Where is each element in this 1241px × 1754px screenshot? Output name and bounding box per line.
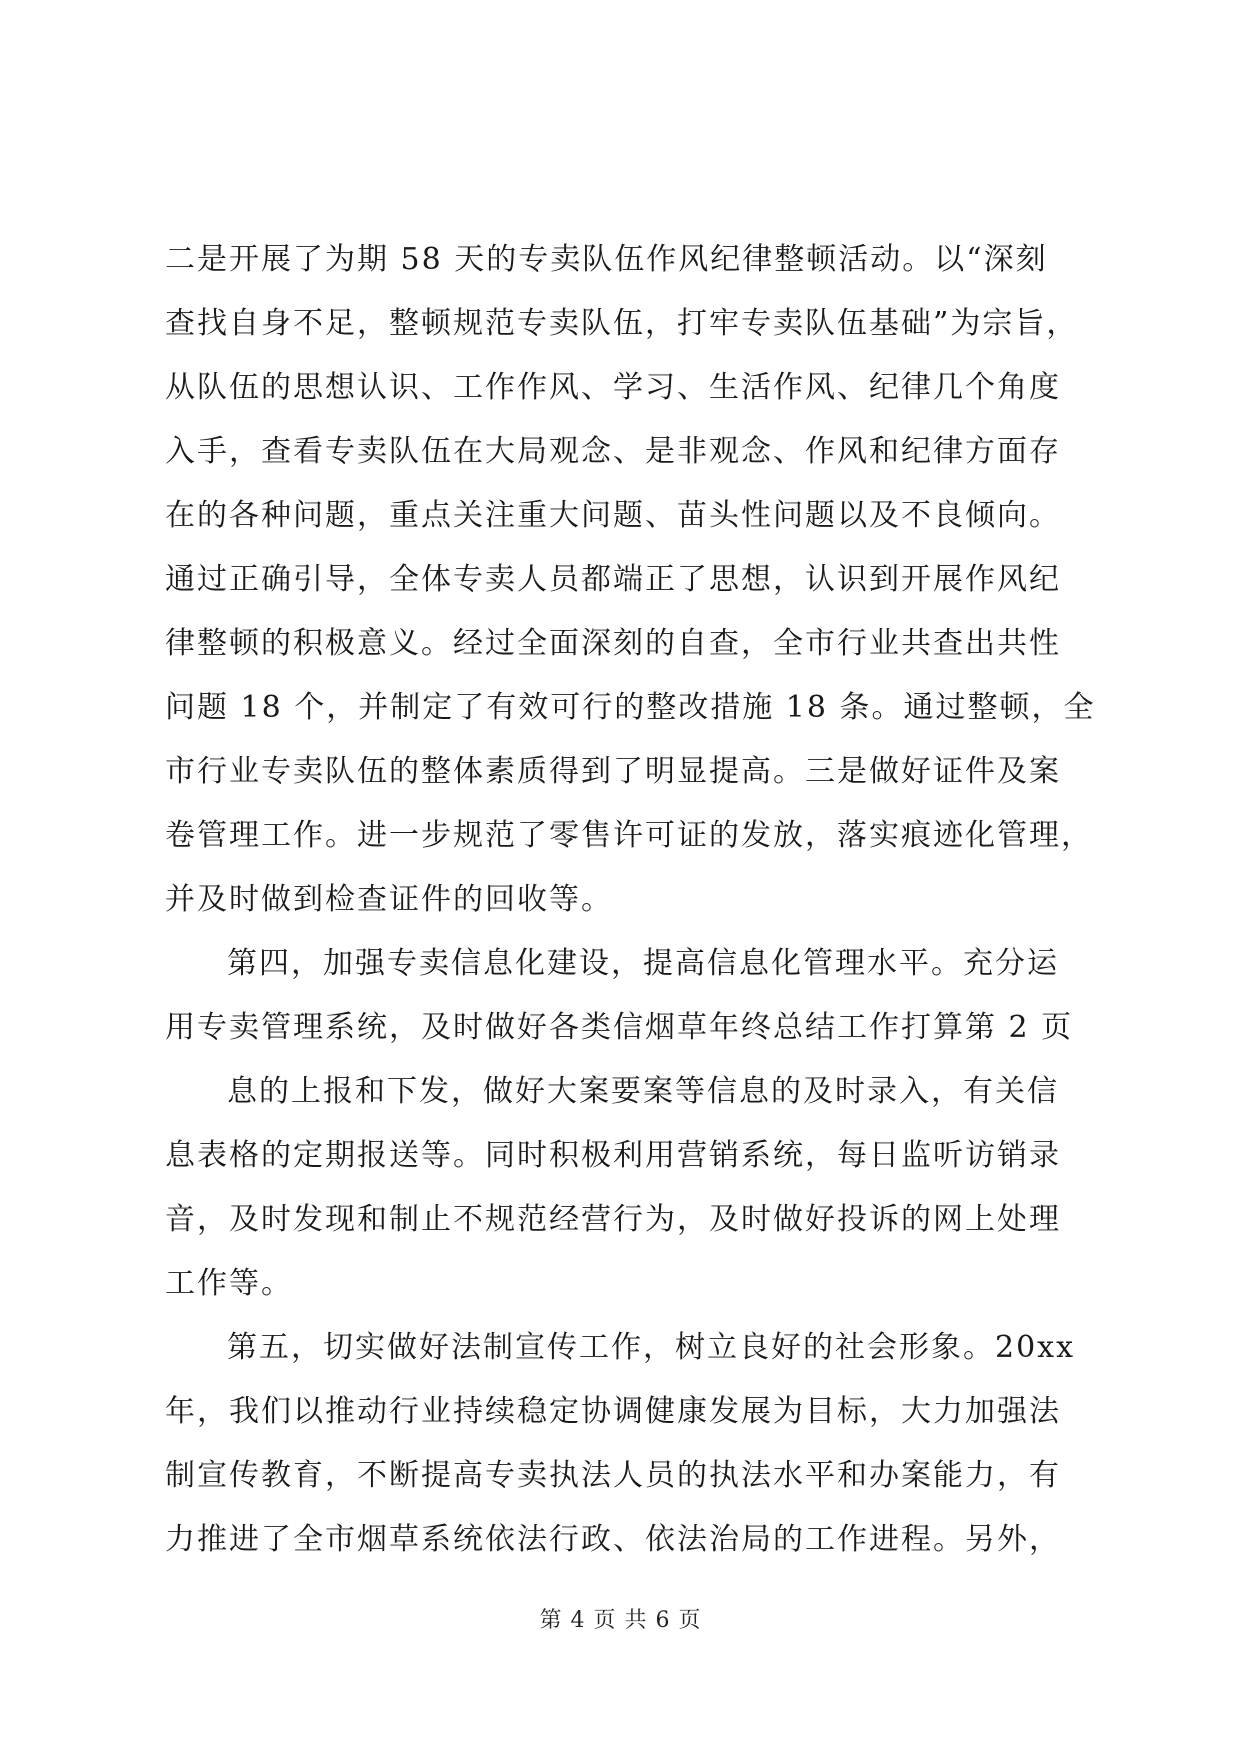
text-line: 并及时做到检查证件的回收等。 bbox=[165, 882, 613, 917]
text-line: 律整顿的积极意义。经过全面深刻的自查，全市行业共查出共性 bbox=[165, 626, 1061, 661]
text-line: 问题 18 个，并制定了有效可行的整改措施 18 条。通过整顿，全 bbox=[165, 690, 1096, 725]
text-line: 市行业专卖队伍的整体素质得到了明显提高。三是做好证件及案 bbox=[165, 754, 1061, 789]
text-line: 从队伍的思想认识、工作作风、学习、生活作风、纪律几个角度 bbox=[165, 370, 1061, 405]
paragraph-start-line: 第四，加强专卖信息化建设，提高信息化管理水平。充分运 bbox=[227, 946, 1059, 981]
text-line: 年，我们以推动行业持续稳定协调健康发展为目标，大力加强法 bbox=[165, 1394, 1061, 1429]
text-line: 在的各种问题，重点关注重大问题、苗头性问题以及不良倾向。 bbox=[165, 498, 1061, 533]
text-line: 工作等。 bbox=[165, 1266, 293, 1301]
text-line: 卷管理工作。进一步规范了零售许可证的发放，落实痕迹化管理， bbox=[165, 818, 1093, 853]
text-line: 入手，查看专卖队伍在大局观念、是非观念、作风和纪律方面存 bbox=[165, 434, 1061, 469]
paragraph-start-line: 息的上报和下发，做好大案要案等信息的及时录入，有关信 bbox=[227, 1074, 1059, 1109]
paragraph-start-line: 第五，切实做好法制宣传工作，树立良好的社会形象。20xx bbox=[227, 1330, 1076, 1365]
text-line: 二是开展了为期 58 天的专卖队伍作风纪律整顿活动。以“深刻 bbox=[165, 242, 1048, 277]
text-line: 力推进了全市烟草系统依法行政、依法治局的工作进程。另外， bbox=[165, 1522, 1061, 1557]
text-line: 通过正确引导，全体专卖人员都端正了思想，认识到开展作风纪 bbox=[165, 562, 1061, 597]
page-footer: 第 4 页 共 6 页 bbox=[539, 1608, 702, 1633]
text-line: 音，及时发现和制止不规范经营行为，及时做好投诉的网上处理 bbox=[165, 1202, 1061, 1237]
document-body bbox=[165, 228, 1095, 1572]
text-line: 查找自身不足，整顿规范专卖队伍，打牢专卖队伍基础”为宗旨， bbox=[165, 306, 1079, 341]
text-line: 息表格的定期报送等。同时积极利用营销系统，每日监听访销录 bbox=[165, 1138, 1061, 1173]
text-line: 制宣传教育，不断提高专卖执法人员的执法水平和办案能力，有 bbox=[165, 1458, 1061, 1493]
text-line: 用专卖管理系统，及时做好各类信烟草年终总结工作打算第 2 页 bbox=[165, 1010, 1074, 1045]
